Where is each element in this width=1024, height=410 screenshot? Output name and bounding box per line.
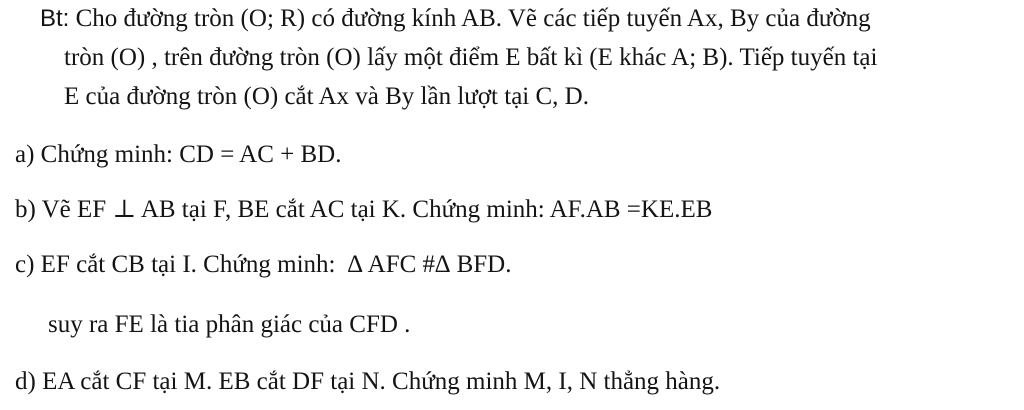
- part-c-formula: ∆ AFC #∆ BFD.: [347, 251, 512, 278]
- part-a: a) Chứng minh: CD = AC + BD.: [15, 141, 342, 168]
- problem-statement-line-2: tròn (O) , trên đường tròn (O) lấy một điểm E bất kì (E khác A; B). Tiếp tuyến tại: [64, 44, 878, 71]
- part-c: [15, 250, 511, 280]
- part-b: b) Vẽ EF ⊥ AB tại F, BE cắt AC tại K. Chứng minh: AF.AB =KE.EB: [15, 196, 713, 223]
- part-d: d) EA cắt CF tại M. EB cắt DF tại N. Chứng minh M, I, N thẳng hàng.: [15, 368, 721, 395]
- problem-statement-line-3: E của đường tròn (O) cắt Ax và By lần lượt tại C, D.: [64, 83, 589, 110]
- problem-text-line-1: Cho đường tròn (O; R) có đường kính AB. Vẽ các tiếp tuyến Ax, By của đường: [75, 5, 871, 32]
- exercise-label: Bt:: [40, 5, 70, 32]
- part-c-continuation: suy ra FE là tia phân giác của CFD .: [48, 311, 411, 338]
- problem-statement-line-1: [40, 4, 871, 34]
- part-c-text: c) EF cắt CB tại I. Chứng minh:: [15, 251, 336, 278]
